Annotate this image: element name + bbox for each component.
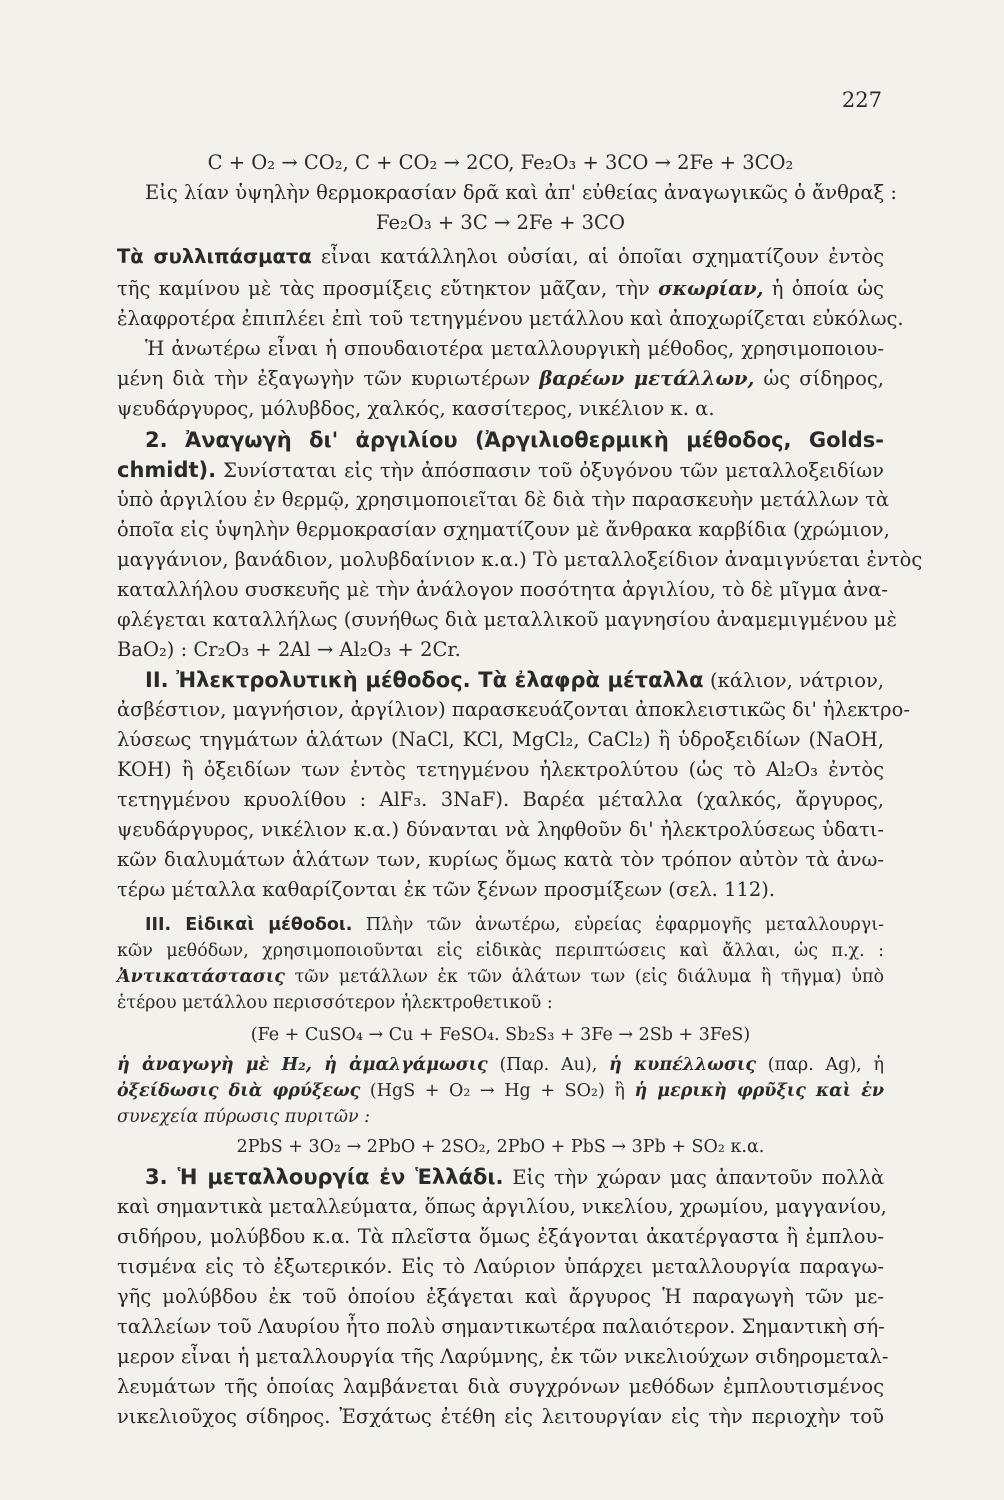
text-span: τῆς καμίνου μὲ τὰς προσμίξεις εὔτηκτον μᾶζαν, τὴν: [117, 277, 659, 300]
term-emphasis: ἡ ἀναγωγὴ μὲ H₂, ἡ ἀμαλγάμωσις: [117, 1055, 488, 1075]
text-line: [117, 1078, 884, 1104]
text-line: ἐλαφροτέρα ἐπιπλέει ἐπὶ τοῦ τετηγμένου μετάλλου καὶ ἀποχωρίζεται εὐκόλως.: [117, 307, 904, 330]
text-span: Συνίσταται εἰς τὴν ἀπόσπασιν τοῦ ὀξυγόνου τῶν μεταλλοξειδίων: [216, 459, 884, 482]
text-span: (παρ. Ag), ἡ: [756, 1055, 884, 1075]
equation-line: Fe₂O₃ + 3C → 2Fe + 3CO: [376, 211, 625, 234]
equation-line: 2PbS + 3O₂ → 2PbO + 2SO₂, 2PbO + PbS → 3Pb + SO₂ κ.α.: [236, 1137, 765, 1157]
text-span: ἡ ὁποία ὡς: [763, 277, 884, 300]
equation-line: C + O₂ → CO₂, C + CO₂ → 2CO, Fe₂O₃ + 3CO → 2Fe + 3CO₂: [207, 151, 794, 174]
text-line: [145, 667, 884, 694]
term-emphasis: σκωρίαν,: [658, 277, 764, 300]
text-line: [145, 912, 884, 938]
text-line: κῶν διαλυμάτων ἁλάτων των, κυρίως ὅμως κατὰ τὸν τρόπον αὐτὸν τὰ ἀνω-: [117, 848, 884, 871]
term-emphasis: ἡ κυπέλλωσις: [609, 1055, 756, 1075]
text-line: συνεχεία πύρωσις πυριτῶν :: [117, 1107, 371, 1127]
text-line: καὶ σημαντικὰ μεταλλεύματα, ὅπως ἀργιλίου, νικελίου, χρωμίου, μαγγανίου,: [117, 1195, 887, 1218]
text-line: [117, 964, 884, 990]
text-line: ταλλείων τοῦ Λαυρίου ἦτο πολὺ σημαντικωτέρα παλαιότερον. Σημαντικὴ σή-: [117, 1315, 885, 1338]
section-heading: II. Ἠλεκτρολυτικὴ μέθοδος. Τὰ ἐλαφρὰ μέταλλα: [145, 668, 704, 692]
text-span: (Παρ. Au),: [487, 1055, 610, 1075]
text-line: σιδήρου, μολύβδου κ.α. Τὰ πλεῖστα ὅμως ἐξάγονται ἀκατέργαστα ἢ ἐμπλου-: [117, 1225, 884, 1248]
text-line: τέρω μέταλλα καθαρίζονται ἐκ τῶν ξένων προσμίξεων (σελ. 112).: [117, 878, 776, 901]
text-line: λευμάτων τῆς ὁποίας λαμβάνεται διὰ συγχρόνων μεθόδων ἐμπλουτισμένος: [117, 1375, 884, 1398]
text-line: κῶν μεθόδων, χρησιμοποιοῦνται εἰς εἰδικὰς περιπτώσεις καὶ ἄλλαι, ὡς π.χ. :: [117, 941, 884, 961]
text-line: γῆς μολύβδου ἐκ τοῦ ὁποίου ἐξάγεται καὶ ἄργυρος Ἡ παραγωγὴ τῶν με-: [117, 1285, 884, 1308]
section-heading-cont: chmidt).: [117, 458, 217, 482]
text-line: [117, 276, 884, 302]
text-span: Πλὴν τῶν ἀνωτέρω, εὐρείας ἐφαρμογῆς μεταλλουργι-: [352, 915, 884, 935]
section-heading: III. Εἰδικαὶ μέθοδοι.: [145, 915, 353, 935]
section-heading: 2. Ἀναγωγὴ δι' ἀργιλίου (Ἀργιλιοθερμικὴ μέθοδος, Golds-: [145, 428, 884, 452]
text-line: φλέγεται καταλλήλως (συνήθως διὰ μεταλλικοῦ μαγνησίου ἀναμεμιγμένου μὲ: [117, 608, 897, 631]
text-span: εἶναι κατάλληλοι οὐσίαι, αἱ ὁποῖαι σχηματίζουν ἐντὸς: [311, 245, 884, 268]
text-line: [117, 457, 884, 484]
text-line: ὑπὸ ἀργιλίου ἐν θερμῷ, χρησιμοποιεῖται δὲ διὰ τὴν παρασκευὴν μετάλλων τὰ: [117, 488, 890, 511]
text-line: KOH) ἢ ὀξειδίων των ἐντὸς τετηγμένου ἠλεκτρολύτου (ὡς τὸ Al₂O₃ ἐντὸς: [117, 758, 884, 781]
term-emphasis: ἡ μερικὴ φρῦξις καὶ ἐν: [634, 1081, 885, 1101]
term-emphasis: Ἀντικατάστασις: [117, 967, 285, 987]
text-line: ψευδάργυρος, μόλυβδος, χαλκός, κασσίτερος, νικέλιον κ. α.: [117, 397, 715, 420]
equation-line: (Fe + CuSO₄ → Cu + FeSO₄. Sb₂S₃ + 3Fe → 2Sb + 3FeS): [250, 1025, 751, 1045]
section-heading: 3. Ἡ μεταλλουργία ἐν Ἑλλάδι.: [145, 1165, 504, 1189]
text-line: τισμένα εἰς τὸ ἐξωτερικόν. Εἰς τὸ Λαύριον ὑπάρχει μεταλλουργία παραγω-: [117, 1255, 884, 1278]
text-line: ψευδάργυρος, νικέλιον κ.α.) δύνανται νὰ ληφθοῦν δι' ἠλεκτρολύσεως ὑδατι-: [117, 818, 884, 841]
text-line: τετηγμένου κρυολίθου : AlF₃. 3NaF). Βαρέα μέταλλα (χαλκός, ἄργυρος,: [117, 788, 884, 811]
text-span: (HgS + O₂ → Hg + SO₂) ἢ: [360, 1081, 635, 1101]
text-line: ἀσβέστιον, μαγνήσιον, ἀργίλιον) παρασκευάζονται ἀποκλειστικῶς δι' ἠλεκτρο-: [117, 698, 910, 721]
text-line: [117, 366, 884, 392]
text-span: (κάλιον, νάτριον,: [703, 669, 884, 692]
text-span: τῶν μετάλλων ἐκ τῶν ἁλάτων των (εἰς διάλυμα ἢ τῆγμα) ὑπὸ: [284, 967, 884, 987]
text-line: νικελιοῦχος σίδηρος. Ἐσχάτως ἐτέθη εἰς λειτουργίαν εἰς τὴν περιοχὴν τοῦ: [117, 1405, 884, 1428]
page-number: 227: [841, 88, 882, 112]
term-emphasis: βαρέων μετάλλων,: [539, 367, 755, 390]
text-line: Εἰς λίαν ὑψηλὴν θερμοκρασίαν δρᾶ καὶ ἀπ' εὐθείας ἀναγωγικῶς ὁ ἄνθραξ :: [145, 181, 898, 204]
text-span: Εἰς τὴν χώραν μας ἀπαντοῦν πολλὰ: [503, 1166, 885, 1189]
text-span: ὡς σίδηρος,: [754, 367, 884, 390]
text-line: καταλλήλου συσκευῆς μὲ τὴν ἀνάλογον ποσότητα ἀργιλίου, τὸ δὲ μῖγμα ἀνα-: [117, 578, 888, 601]
text-line: BaO₂) : Cr₂O₃ + 2Al → Al₂O₃ + 2Cr.: [117, 638, 461, 661]
text-line: ἑτέρου μετάλλου περισσότερον ἠλεκτροθετικοῦ :: [117, 993, 553, 1013]
term-heading: Τὰ συλλιπάσματα: [117, 245, 312, 268]
text-line: λύσεως τηγμάτων ἁλάτων (NaCl, KCl, MgCl₂, CaCl₂) ἢ ὑδροξειδίων (NaOH,: [117, 728, 884, 751]
text-line: μαγγάνιον, βανάδιον, μολυβδαίνιον κ.α.) Τὸ μεταλλοξείδιον ἀναμιγνύεται ἐντὸς: [117, 548, 923, 571]
text-span: μένη διὰ τὴν ἐξαγωγὴν τῶν κυριωτέρων: [117, 367, 540, 390]
text-line: ὁποῖα εἰς ὑψηλὴν θερμοκρασίαν σχηματίζουν μὲ ἄνθρακα καρβίδια (χρώμιον,: [117, 518, 890, 541]
text-line: [117, 1052, 884, 1078]
text-line: μερον εἶναι ἡ μεταλλουργία τῆς Λαρύμνης, ἐκ τῶν νικελιούχων σιδηρομεταλ-: [117, 1345, 889, 1368]
text-line: [117, 244, 884, 270]
term-emphasis: ὀξείδωσις διὰ φρύξεως: [117, 1081, 361, 1101]
text-line: Ἡ ἀνωτέρω εἶναι ἡ σπουδαιοτέρα μεταλλουργικὴ μέθοδος, χρησιμοποιου-: [145, 337, 884, 360]
text-line: [145, 1164, 884, 1191]
